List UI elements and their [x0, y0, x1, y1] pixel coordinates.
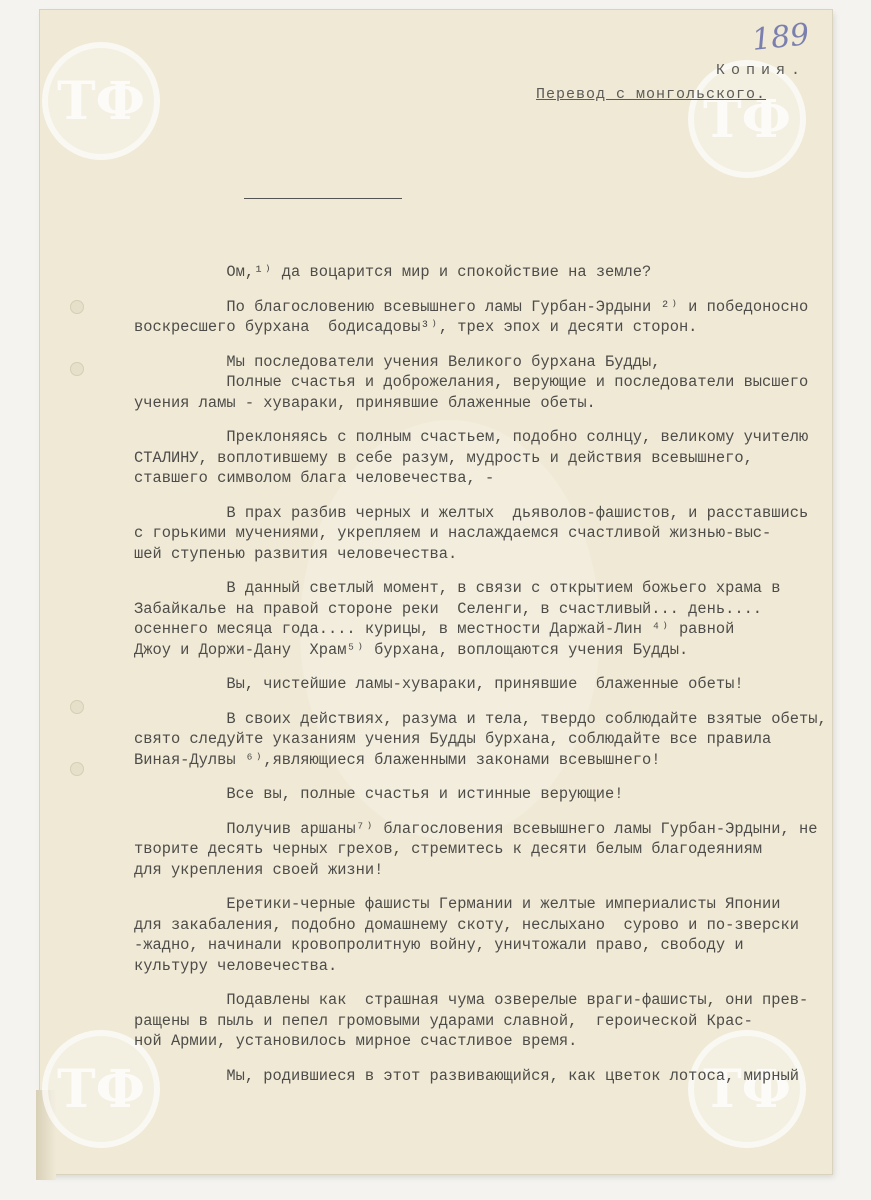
text-line: ставшего символом блага человечества, - [134, 469, 495, 487]
text-line: По благословению всевышнего ламы Гурбан-Эрдыни ²⁾ и победоносно [134, 297, 809, 316]
paragraph-gap [134, 976, 834, 990]
paragraph-gap [134, 1052, 834, 1066]
paragraph-gap [134, 660, 834, 674]
text-line: -жадно, начинали кровопролитную войну, уничтожали право, свободу и [134, 936, 744, 954]
text-line: Ом,¹⁾ да воцарится мир и спокойствие на земле? [134, 263, 652, 281]
text-line: Джоу и Доржи-Дану Храм⁵⁾ бурхана, воплощаются учения Будды. [134, 640, 689, 659]
paragraph-gap [134, 880, 834, 894]
paragraph-gap [134, 413, 834, 427]
text-line: В данный светлый момент, в связи с открытием божьего храма в [134, 579, 781, 597]
text-line: шей ступенью развития человечества. [134, 544, 458, 563]
translation-label: Перевод с монгольского. [536, 86, 767, 103]
punch-hole [70, 700, 84, 714]
text-line: ращены в пыль и пепел громовыми ударами славной, героической Крас- [134, 1011, 753, 1030]
text-line: осеннего месяца года.... курицы, в местности Даржай-Лин ⁴⁾ равной [134, 620, 735, 638]
paragraph-gap [134, 770, 834, 784]
text-line: свято следуйте указаниям учения Будды бурхана, соблюдайте все правила [134, 730, 772, 748]
text-line: В своих действиях, разума и тела, твердо соблюдайте взятые обеты, [134, 709, 827, 728]
document-body [134, 262, 834, 1086]
punch-hole [70, 300, 84, 314]
text-line: Мы, родившиеся в этот развивающийся, как цветок лотоса, мирный [134, 1066, 799, 1085]
paragraph-gap [134, 489, 834, 503]
text-line: с горькими мучениями, укрепляем и наслаждаемся счастливой жизнью-выс- [134, 524, 772, 542]
text-line: СТАЛИНУ, воплотившему в себе разум, мудрость и действия всевышнего, [134, 448, 753, 467]
punch-hole [70, 362, 84, 376]
text-line: для закабаления, подобно домашнему скоту, неслыхано сурово и по-зверски [134, 915, 799, 934]
text-line: Полные счастья и доброжелания, верующие и последователи высшего [134, 373, 809, 391]
text-line: для укрепления своей жизни! [134, 860, 384, 879]
paragraph-gap [134, 283, 834, 297]
punch-hole [70, 762, 84, 776]
paragraph-gap [134, 564, 834, 578]
text-line: Вы, чистейшие ламы-хувараки, принявшие блаженные обеты! [134, 675, 744, 693]
text-line: Забайкалье на правой стороне реки Селенги, в счастливый... день.... [134, 599, 763, 618]
archive-page-number: 189 [750, 17, 811, 58]
text-line: Мы последователи учения Великого бурхана Будды, [134, 352, 661, 371]
watermark-logo: ТФ [42, 1030, 160, 1148]
watermark-logo: ТФ [688, 60, 806, 178]
paragraph-gap [134, 695, 834, 709]
watermark-logo: ТФ [688, 1030, 806, 1148]
text-line: культуру человечества. [134, 956, 338, 975]
paragraph-gap [134, 805, 834, 819]
text-line: творите десять черных грехов, стремитесь к десяти белым благодеяниям [134, 840, 763, 858]
text-line: учения ламы - хувараки, принявшие блаженные обеты. [134, 393, 596, 412]
text-line: Еретики-черные фашисты Германии и желтые империалисты Японии [134, 895, 781, 913]
text-line: Подавлены как страшная чума озверелые враги-фашисты, они прев- [134, 991, 809, 1009]
text-line: Все вы, полные счастья и истинные верующие! [134, 785, 624, 803]
paragraph-gap [134, 338, 834, 352]
text-line: Преклоняясь с полным счастьем, подобно солнцу, великому учителю [134, 428, 809, 446]
text-line: Виная-Дулвы ⁶⁾,являющиеся блаженными законами всевышнего! [134, 750, 661, 769]
text-line: воскресшего бурхана бодисадовы³⁾, трех эпох и десяти сторон. [134, 318, 698, 336]
copy-label: Копия. [716, 62, 807, 79]
text-line: ной Армии, установилось мирное счастливое время. [134, 1032, 578, 1050]
divider-line [244, 198, 402, 199]
watermark-logo: ТФ [42, 42, 160, 160]
text-line: В прах разбив черных и желтых дьяволов-фашистов, и расставшись [134, 503, 809, 522]
text-line: Получив аршаны⁷⁾ благословения всевышнего ламы Гурбан-Эрдыни, не [134, 819, 818, 838]
